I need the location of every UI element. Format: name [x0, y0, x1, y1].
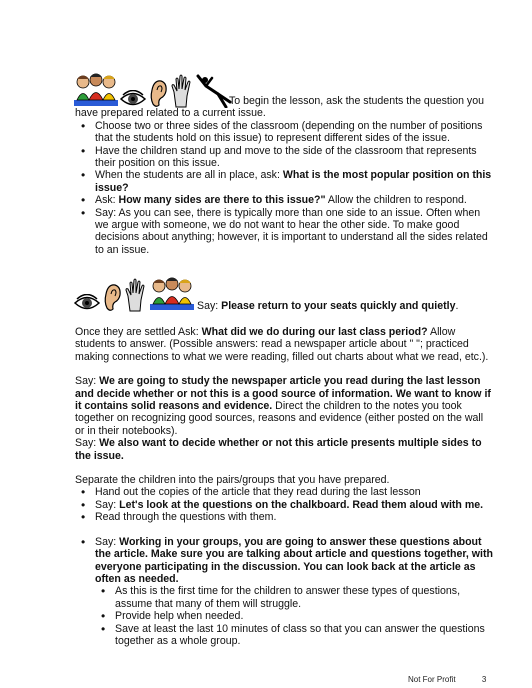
section-2-say: Say: Please return to your seats quickly and quietly.: [197, 300, 459, 312]
paragraph: Say: We also want to decide whether or not this article presents multiple sides to the issue.: [75, 437, 482, 462]
list-item: • Say: Let's look at the questions on the chalkboard. Read them aloud with me.: [75, 499, 495, 511]
list-item: • Ask: How many sides are there to this issue?" Allow the children to respond.: [75, 194, 493, 206]
children-group-icon: [150, 274, 194, 312]
section-1-list: [75, 120, 493, 256]
section-1: [75, 95, 493, 256]
section-2-list-2: [75, 536, 495, 648]
list-item: • Say: As you can see, there is typically more than one side to an issue. Often when we argue with someone, we do not want to hear the other side. To make good decisions about anything; however, it is important to understand all the sides related to an issue.: [75, 207, 493, 257]
list-item: • Hand out the copies of the article that they read during the last lesson: [75, 486, 495, 498]
sub-list-item: • As this is the first time for the children to answer these types of questions, assume that many of them will struggle.: [95, 585, 495, 610]
section-2-list: [75, 486, 495, 523]
paragraph: Once they are settled Ask: What did we do during our last class period? Allow students to answer. (Possible answers: read a newspaper article about " "; practiced making connections to what we were reading, filled out charts about what we read, etc.).: [75, 326, 489, 363]
icon-row-2: [74, 272, 194, 312]
section-1-intro: To begin the lesson, ask the students the question you have prepared related to a current issue.: [75, 95, 485, 120]
list-item: • Have the children stand up and move to the side of the classroom that represents their position on this issue.: [75, 145, 493, 170]
paragraph: Say: We are going to study the newspaper article you read during the last lesson and decide whether or not this is a good source of information. We want to know if it contains solid reasons and evidence. Direct the children to the notes you took together on recognizing good sources, reasons and evidence (either posted on the wall or in their notebooks).: [75, 375, 491, 437]
paragraph: Separate the children into the pairs/groups that you have prepared.: [75, 474, 390, 487]
list-item: • Choose two or three sides of the classroom (depending on the number of positions that the students hold on this issue) to represent different sides of the issue.: [75, 120, 493, 145]
footer: [408, 674, 486, 686]
list-item: • Say: Working in your groups, you are going to answer these questions about the article. Make sure you are talking about article and questions together, with everyone participating in the discussion. You can look back at the article as often as needed. • As this is the first time for the children to answer these types of questions, assume that many of them will struggle. • Provide help when needed. • Save at least the last 10 minutes of class so that you can answer the questions together as a whole group.: [75, 536, 495, 648]
sub-list: [95, 585, 495, 647]
section-2: [75, 326, 495, 647]
hand-icon: [124, 278, 148, 312]
list-item: • Read through the questions with them.: [75, 511, 495, 523]
eye-icon: [74, 294, 100, 312]
list-item: • When the students are all in place, ask: What is the most popular position on this issue?: [75, 169, 493, 194]
sub-list-item: • Save at least the last 10 minutes of class so that you can answer the questions together as a whole group.: [95, 623, 495, 648]
page-number: 3: [481, 675, 487, 684]
footer-label: Not For Profit: [408, 675, 456, 684]
ear-icon: [102, 282, 122, 312]
sub-list-item: • Provide help when needed.: [95, 610, 495, 622]
